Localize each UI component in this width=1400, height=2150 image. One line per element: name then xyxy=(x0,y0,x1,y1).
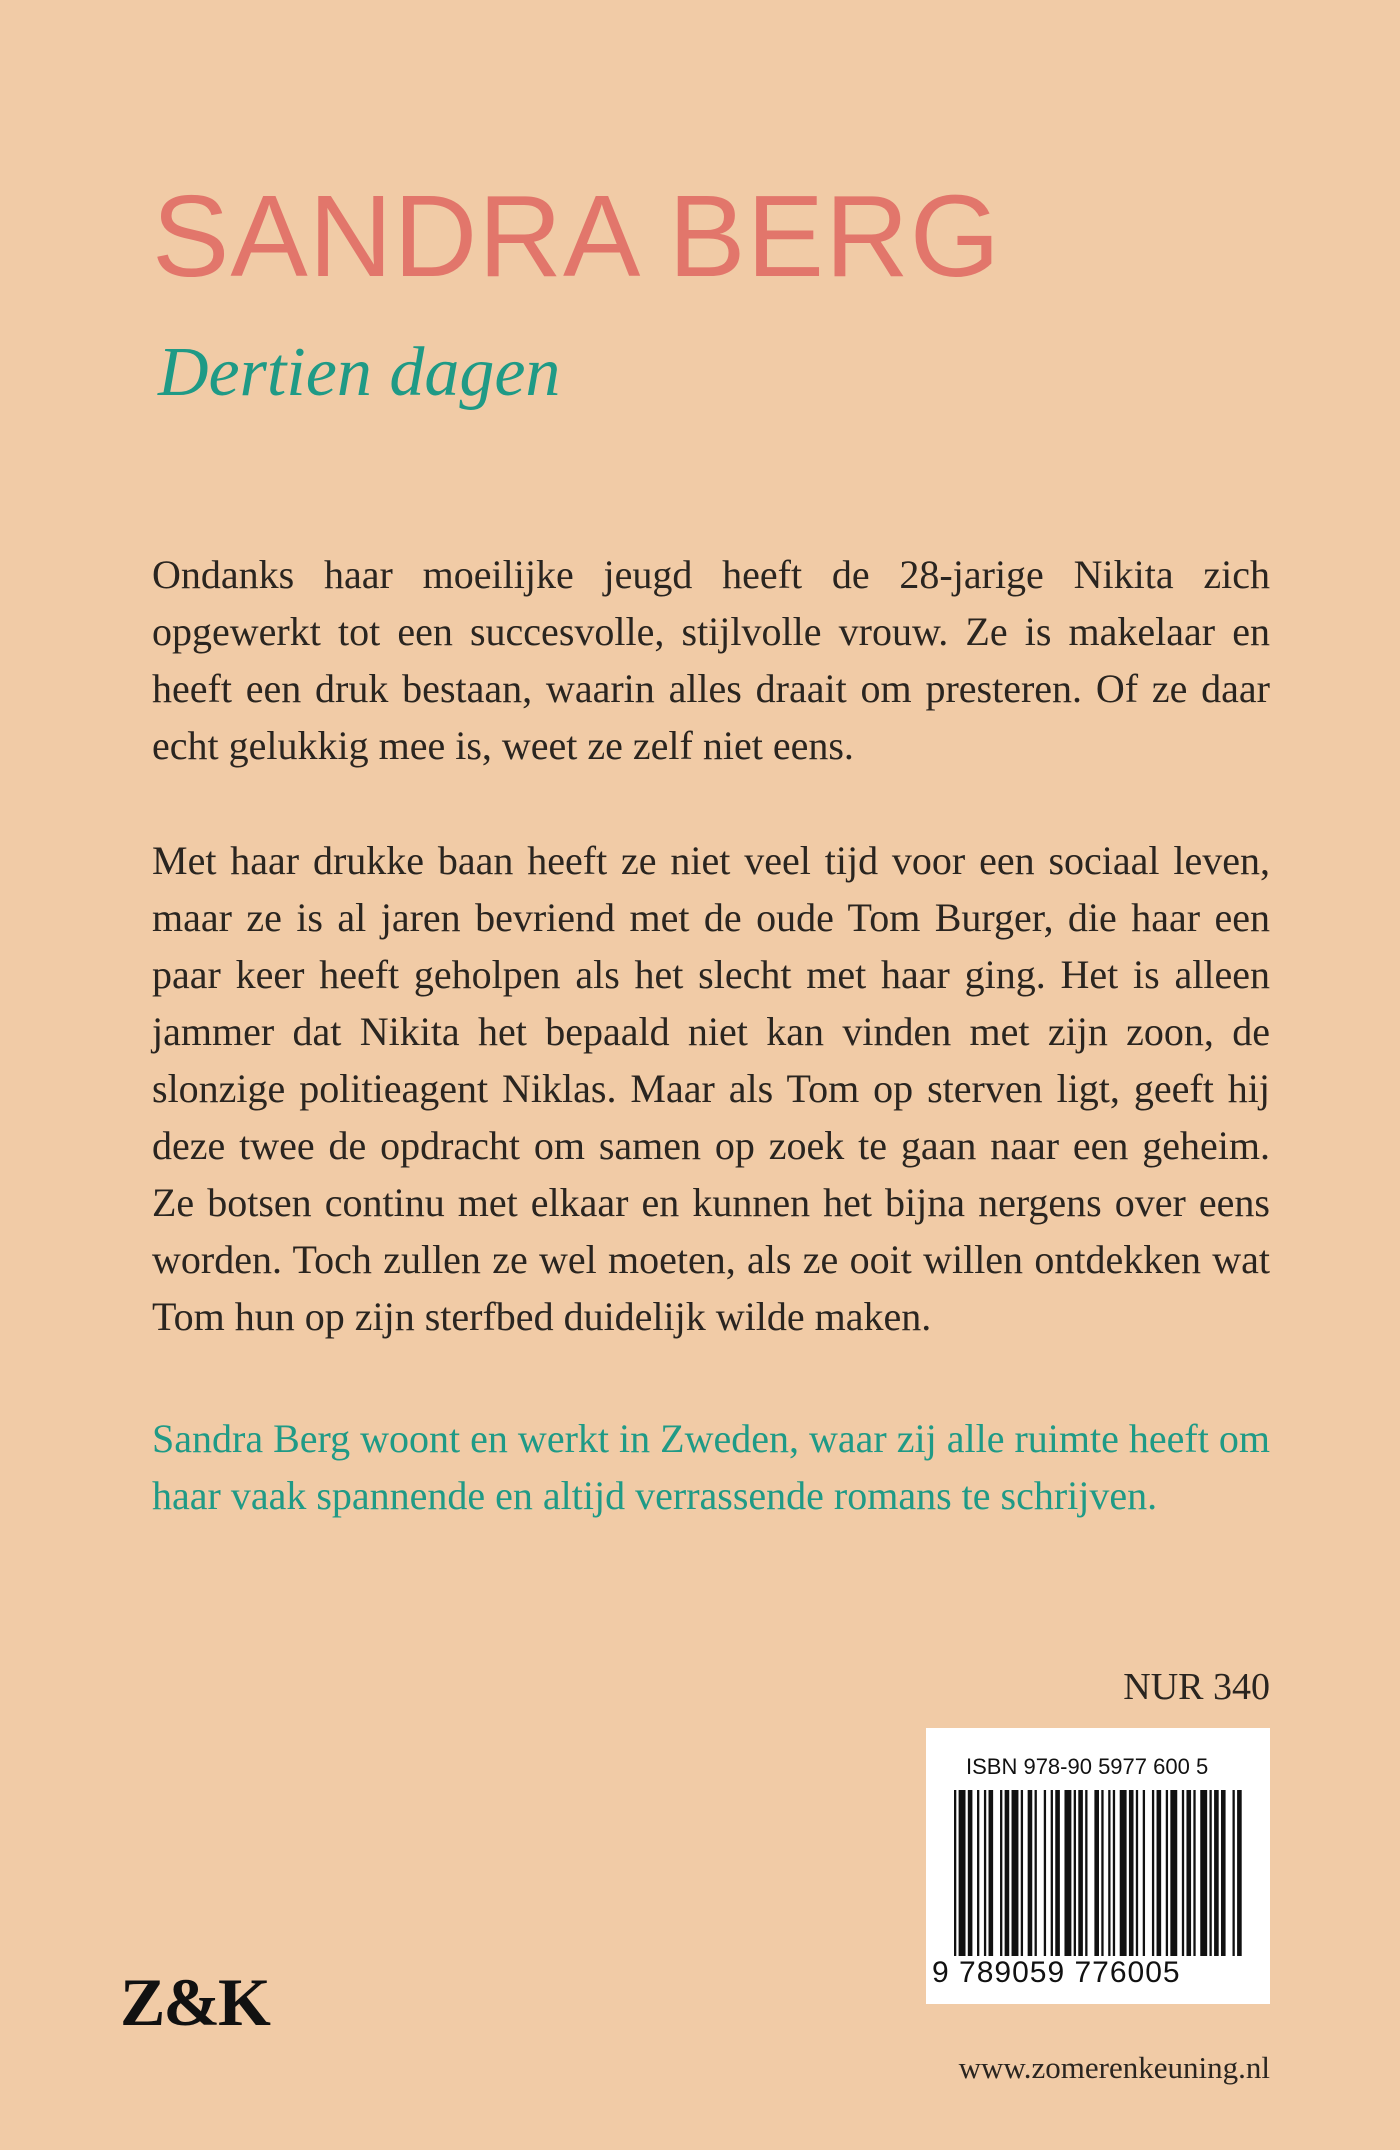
barcode-number: 9 789059 776005 xyxy=(932,1956,1181,1989)
author-bio: Sandra Berg woont en werkt in Zweden, waar zij alle ruimte heeft om haar vaak spannende en altijd verrassende romans te schrijven. xyxy=(152,1416,1270,1518)
barcode-panel xyxy=(926,1728,1270,2004)
nur-code: NUR 340 xyxy=(1123,1666,1270,1708)
synopsis-paragraph-2: Met haar drukke baan heeft ze niet veel tijd voor een sociaal leven, maar ze is al jaren bevriend met de oude Tom Burger, die haar een paar keer heeft geholpen als het slecht met haar ging. Het is alleen jammer dat Nikita het bepaald niet kan vinden met zijn zoon, de slonzige politieagent Niklas. Maar als Tom op sterven ligt, geeft hij deze twee de opdracht om samen op zoek te gaan naar een geheim. Ze botsen continu met elkaar en kunnen het bijna nergens over eens worden. Toch zullen ze wel moeten, als ze ooit willen ontdekken wat Tom hun op zijn sterfbed duidelijk wilde maken. xyxy=(152,838,1270,1339)
publisher-logo: Z&K xyxy=(120,1964,269,2040)
synopsis-paragraph-1: Ondanks haar moeilijke jeugd heeft de 28-jarige Nikita zich opgewerkt tot een succesvolle, stijlvolle vrouw. Ze is makelaar en heeft een druk bestaan, waarin alles draait om presteren. Of ze daar echt gelukkig mee is, weet ze zelf niet eens. xyxy=(152,552,1270,768)
publisher-website: www.zomerenkeuning.nl xyxy=(958,2050,1270,2085)
author-name: SANDRA BERG xyxy=(152,171,1001,301)
isbn-label: ISBN 978-90 5977 600 5 xyxy=(966,1754,1209,1779)
book-title: Dertien dagen xyxy=(158,334,561,411)
barcode-bars xyxy=(954,1790,1244,1956)
